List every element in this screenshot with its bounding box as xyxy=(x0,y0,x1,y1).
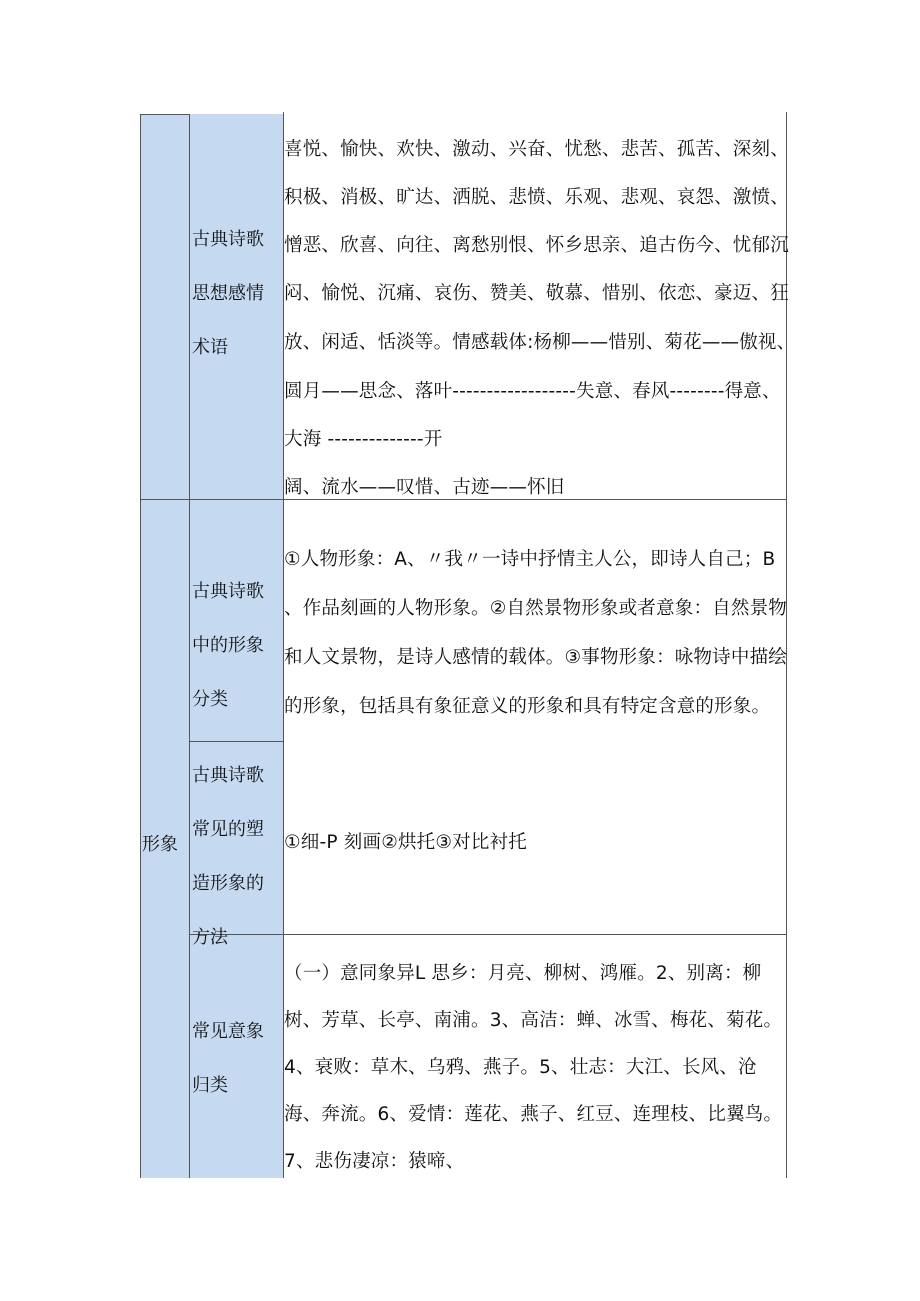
imagery-line: （一）意同象异L 思乡：月亮、柳树、鸿雁。2、别离：柳 xyxy=(284,963,762,984)
imagery-line: 4、衰败：草木、乌鸦、燕子。5、壮志：大江、长风、沧 xyxy=(284,1057,757,1078)
emotion-line: 憎恶、欣喜、向往、离愁别恨、怀乡思亲、追古伤今、忧郁沉 xyxy=(284,235,789,256)
emotion-line: 闷、愉悦、沉痛、哀伤、赞美、敬慕、惜别、依恋、豪迈、狂 xyxy=(284,283,789,304)
emotion-line: 积极、消极、旷达、洒脱、悲愤、乐观、悲观、哀怨、激愤、 xyxy=(284,187,789,208)
table-border-section xyxy=(189,114,190,1178)
emotion-line: 喜悦、愉快、欢快、激动、兴奋、忧愁、悲苦、孤苦、深刻、 xyxy=(284,139,789,160)
section-column-bg xyxy=(141,114,189,1178)
section-label: 形象 xyxy=(142,834,178,855)
imagery-line: 7、悲伤凄凉：猿啼、 xyxy=(284,1151,465,1172)
classification-line: 、作品刻画的人物形象。②自然景物形象或者意象：自然景物 xyxy=(284,598,787,619)
emotion-line: 放、闲适、恬淡等。情感载体:杨柳——惜别、菊花——傲视、 xyxy=(284,332,796,353)
classification-line: ①人物形象：A、〃我〃一诗中抒情主人公，即诗人自己；B xyxy=(284,549,776,570)
emotion-line: 大海 --------------开 xyxy=(284,429,443,450)
emotion-line: 阔、流水——叹惜、古迹——怀旧 xyxy=(284,477,565,498)
category-emotion-terms: 古典诗歌 思想感情 术语 xyxy=(192,229,264,358)
classification-line: 和人文景物，是诗人感情的载体。③事物形象：咏物诗中描绘 xyxy=(284,647,787,668)
imagery-line: 海、奔流。6、爱情：莲花、燕子、红豆、连理枝、比翼鸟。 xyxy=(284,1104,783,1125)
imagery-line: 树、芳草、长亭、南浦。3、高洁：蝉、冰雪、梅花、菊花。 xyxy=(284,1010,783,1031)
category-shaping-methods: 古典诗歌 常见的塑 造形象的 方法 xyxy=(192,765,264,948)
category-image-classification: 古典诗歌 中的形象 分类 xyxy=(192,581,264,710)
methods-line: ①细-P 刻画②烘托③对比衬托 xyxy=(284,832,527,853)
classification-line: 的形象，包括具有象征意义的形象和具有特定含意的形象。 xyxy=(284,696,771,717)
category-common-imagery: 常见意象 归类 xyxy=(192,1021,264,1096)
table-border-left xyxy=(140,114,141,1178)
row-divider-1 xyxy=(140,499,787,500)
row-divider-2 xyxy=(189,741,284,742)
table-border-top xyxy=(140,114,190,115)
emotion-line: 圆月——思念、落叶------------------失意、春风--------得意、 xyxy=(284,381,781,402)
